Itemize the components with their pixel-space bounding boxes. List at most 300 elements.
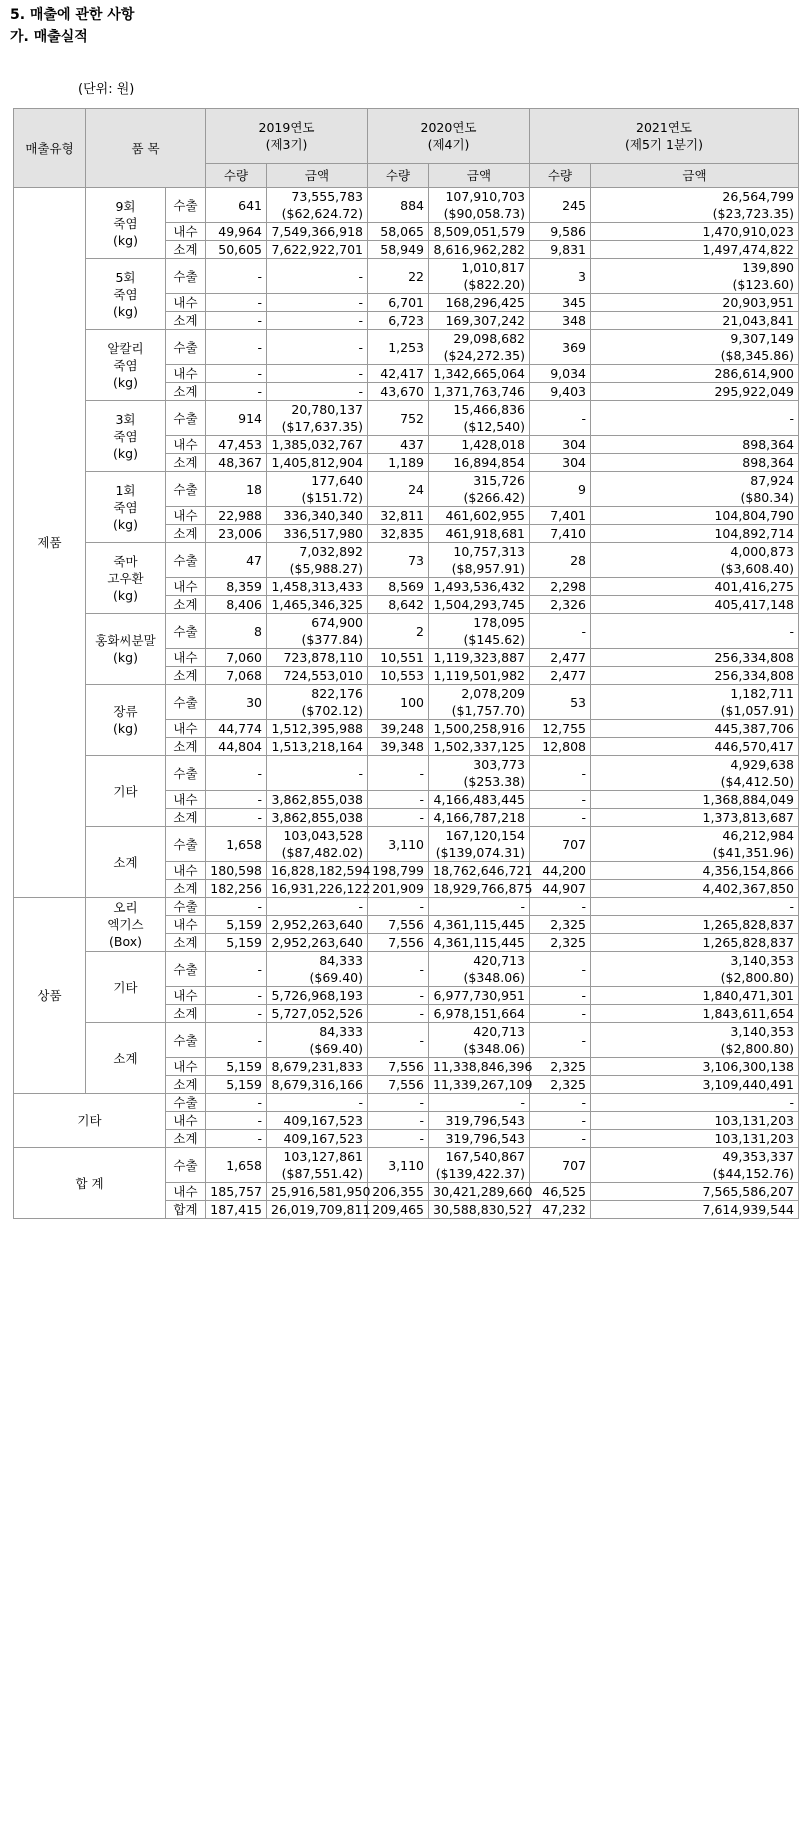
qty-cell: 9,403 (530, 383, 591, 401)
amount-cell (429, 436, 530, 454)
amount-cell (591, 241, 799, 259)
amount-cell (429, 827, 530, 862)
amount-cell (429, 223, 530, 241)
amount-usd: ($139,074.31) (435, 845, 525, 860)
amount-cell (267, 259, 368, 294)
amount-value: 723,878,110 (283, 650, 363, 665)
qty-cell: 348 (530, 312, 591, 330)
amount-value: 1,502,337,125 (433, 739, 525, 754)
row-label: 소계 (166, 880, 206, 898)
row-label: 소계 (166, 454, 206, 472)
item-name-line: 1회 (115, 482, 136, 498)
row-label: 수출 (166, 1094, 206, 1112)
amount-cell (591, 1183, 799, 1201)
amount-value: 1,493,536,432 (433, 579, 525, 594)
amount-value: 724,553,010 (283, 668, 363, 683)
amount-value: 103,131,203 (714, 1131, 794, 1146)
amount-cell (429, 1058, 533, 1076)
qty-cell: 8,406 (206, 596, 267, 614)
item-name-line: 알칼리 (107, 340, 144, 356)
amount-cell (267, 720, 368, 738)
amount-usd: ($62,624.72) (281, 206, 363, 221)
amount-cell (267, 916, 368, 934)
amount-cell (591, 223, 799, 241)
amount-value: 336,517,980 (283, 526, 363, 541)
amount-cell (591, 720, 799, 738)
amount-cell (591, 987, 799, 1005)
item-name (86, 401, 166, 472)
item-name (86, 685, 166, 756)
qty-cell: 8 (206, 614, 267, 649)
amount-value: 3,140,353 (730, 953, 794, 968)
header-year (368, 109, 530, 164)
qty-cell: - (368, 1005, 429, 1023)
amount-cell (591, 952, 799, 987)
item-name-line: 죽염 (113, 286, 138, 302)
amount-value: 5,727,052,526 (271, 1006, 363, 1021)
amount-value: - (358, 339, 363, 355)
amount-cell (591, 1094, 799, 1112)
amount-value: 11,338,846,396 (433, 1059, 533, 1074)
qty-cell: 44,200 (530, 862, 591, 880)
item-name (86, 330, 166, 401)
row-label: 소계 (166, 934, 206, 952)
amount-cell (591, 312, 799, 330)
table-row (14, 685, 799, 720)
amount-value: 4,166,483,445 (433, 792, 525, 807)
table-row (14, 259, 799, 294)
row-label: 내수 (166, 1183, 206, 1201)
amount-cell (429, 898, 530, 916)
amount-value: 256,334,808 (714, 668, 794, 683)
qty-cell: - (530, 952, 591, 987)
amount-value: 6,977,730,951 (433, 988, 525, 1003)
row-label: 소계 (166, 241, 206, 259)
qty-cell: 32,835 (368, 525, 429, 543)
item-name (86, 827, 166, 898)
table-body (14, 188, 799, 1219)
qty-cell: 1,658 (206, 1148, 267, 1183)
qty-cell: - (530, 1112, 591, 1130)
qty-cell: - (530, 987, 591, 1005)
item-name-line: (kg) (113, 374, 138, 390)
amount-value: 286,614,900 (714, 366, 794, 381)
amount-cell (429, 596, 530, 614)
item-name-line: 소계 (113, 854, 138, 870)
amount-value: 2,078,209 (461, 686, 525, 701)
qty-cell: - (206, 312, 267, 330)
item-name-line: 죽염 (113, 357, 138, 373)
amount-value: 3,140,353 (730, 1024, 794, 1039)
item-name-line: 5회 (115, 269, 136, 285)
amount-value: 1,504,293,745 (433, 597, 525, 612)
amount-cell (591, 330, 799, 365)
amount-usd: ($1,057.91) (720, 703, 794, 718)
amount-value: 167,120,154 (445, 828, 525, 843)
amount-cell (429, 1201, 533, 1219)
qty-cell: 30 (206, 685, 267, 720)
qty-cell: - (530, 1130, 591, 1148)
amount-cell (591, 791, 799, 809)
qty-cell: 245 (530, 188, 591, 223)
qty-cell: 206,355 (368, 1183, 429, 1201)
qty-cell: - (206, 383, 267, 401)
row-label: 내수 (166, 507, 206, 525)
row-label: 내수 (166, 578, 206, 596)
row-label: 합계 (166, 1201, 206, 1219)
row-label: 내수 (166, 791, 206, 809)
period-label: (제5기 1분기) (625, 137, 703, 152)
qty-cell: 22,988 (206, 507, 267, 525)
amount-cell (429, 987, 530, 1005)
amount-cell (267, 862, 371, 880)
qty-cell: 18 (206, 472, 267, 507)
row-label: 수출 (166, 827, 206, 862)
amount-cell (267, 543, 368, 578)
amount-cell (267, 1076, 368, 1094)
table-row (14, 472, 799, 507)
qty-cell: - (530, 791, 591, 809)
amount-cell (267, 383, 368, 401)
qty-cell: 182,256 (206, 880, 267, 898)
amount-cell (591, 188, 799, 223)
amount-cell (429, 952, 530, 987)
amount-cell (429, 1094, 530, 1112)
qty-cell: 201,909 (368, 880, 429, 898)
amount-cell (267, 1148, 368, 1183)
amount-value: 8,679,231,833 (271, 1059, 363, 1074)
qty-cell: 43,670 (368, 383, 429, 401)
amount-cell (429, 401, 530, 436)
amount-cell (429, 738, 530, 756)
amount-value: 26,019,709,811 (271, 1202, 371, 1217)
qty-cell: - (368, 987, 429, 1005)
qty-cell: 7,068 (206, 667, 267, 685)
amount-value: 303,773 (473, 757, 525, 772)
subsection-title: 가. 매출실적 (10, 29, 88, 45)
row-label: 내수 (166, 223, 206, 241)
amount-cell (429, 934, 530, 952)
amount-value: 29,098,682 (453, 331, 525, 346)
amount-cell (267, 738, 368, 756)
qty-cell: 180,598 (206, 862, 267, 880)
amount-cell (429, 188, 530, 223)
amount-value: 20,903,951 (722, 295, 794, 310)
row-label: 수출 (166, 756, 206, 791)
qty-cell: 198,799 (368, 862, 429, 880)
year-label: 2020연도 (420, 120, 477, 135)
amount-cell (591, 898, 799, 916)
amount-value: 87,924 (750, 473, 794, 488)
amount-usd: ($123.60) (732, 277, 794, 292)
amount-value: - (789, 623, 794, 639)
item-name-line: 소계 (113, 1050, 138, 1066)
qty-cell: 44,804 (206, 738, 267, 756)
amount-value: 319,796,543 (445, 1131, 525, 1146)
amount-cell (429, 543, 530, 578)
amount-cell (267, 525, 368, 543)
amount-cell (429, 649, 530, 667)
item-name-line: (kg) (113, 587, 138, 603)
qty-cell: 2,325 (530, 1076, 591, 1094)
qty-cell: 73 (368, 543, 429, 578)
row-label: 소계 (166, 1005, 206, 1023)
row-label: 소계 (166, 1076, 206, 1094)
amount-value: 103,043,528 (283, 828, 363, 843)
qty-cell: 22 (368, 259, 429, 294)
amount-cell (267, 294, 368, 312)
amount-cell (429, 756, 530, 791)
amount-value: 1,119,323,887 (433, 650, 525, 665)
qty-cell: 6,723 (368, 312, 429, 330)
amount-value: 1,843,611,654 (702, 1006, 794, 1021)
qty-cell: 369 (530, 330, 591, 365)
amount-value: 1,458,313,433 (271, 579, 363, 594)
amount-value: 1,342,665,064 (433, 366, 525, 381)
amount-cell (591, 472, 799, 507)
item-name-line: 기타 (113, 979, 138, 995)
amount-cell (267, 1023, 368, 1058)
amount-cell (267, 614, 368, 649)
item-name-line: 장류 (113, 704, 138, 719)
amount-value: 1,513,218,164 (271, 739, 363, 754)
amount-value: 8,679,316,166 (271, 1077, 363, 1092)
qty-cell: 47,232 (530, 1201, 591, 1219)
amount-usd: ($8,345.86) (720, 348, 794, 363)
amount-value: 107,910,703 (445, 189, 525, 204)
amount-usd: ($702.12) (301, 703, 363, 718)
amount-value: - (358, 295, 363, 310)
item-name-line: 엑기스 (107, 917, 144, 932)
amount-cell (267, 1130, 368, 1148)
amount-value: 26,564,799 (722, 189, 794, 204)
amount-value: 1,500,258,916 (433, 721, 525, 736)
amount-cell (429, 720, 530, 738)
header-year (530, 109, 799, 164)
amount-value: - (358, 765, 363, 781)
amount-cell (591, 685, 799, 720)
amount-value: 1,182,711 (730, 686, 794, 701)
qty-cell: - (530, 1005, 591, 1023)
amount-cell (591, 436, 799, 454)
qty-cell: 7,556 (368, 916, 429, 934)
qty-cell: 12,755 (530, 720, 591, 738)
year-label: 2019연도 (258, 120, 315, 135)
qty-cell: 3,110 (368, 1148, 429, 1183)
amount-cell (591, 1076, 799, 1094)
amount-value: 167,540,867 (445, 1149, 525, 1164)
amount-value: 7,614,939,544 (702, 1202, 794, 1217)
row-label: 내수 (166, 916, 206, 934)
item-name-line: 고우환 (107, 570, 144, 586)
header-qty: 수량 (530, 164, 591, 188)
qty-cell: 7,401 (530, 507, 591, 525)
amount-cell (429, 383, 530, 401)
row-label: 수출 (166, 1023, 206, 1058)
amount-cell (429, 294, 530, 312)
amount-usd: ($4,412.50) (720, 774, 794, 789)
amount-value: 461,602,955 (445, 508, 525, 523)
amount-value: 3,862,855,038 (271, 792, 363, 807)
amount-value: 319,796,543 (445, 1113, 525, 1128)
amount-cell (591, 614, 799, 649)
qty-cell: 28 (530, 543, 591, 578)
amount-cell (591, 1201, 799, 1219)
qty-cell: 707 (530, 1148, 591, 1183)
amount-usd: ($348.06) (463, 1041, 525, 1056)
amount-value: 898,364 (742, 437, 794, 452)
row-label: 소계 (166, 383, 206, 401)
qty-cell: - (206, 898, 267, 916)
item-name (86, 543, 166, 614)
amount-value: 401,416,275 (714, 579, 794, 594)
qty-cell: 187,415 (206, 1201, 267, 1219)
row-label: 내수 (166, 862, 206, 880)
amount-usd: ($2,800.80) (720, 970, 794, 985)
amount-usd: ($24,272.35) (443, 348, 525, 363)
qty-cell: - (368, 756, 429, 791)
amount-usd: ($3,608.40) (720, 561, 794, 576)
item-name-line: 죽염 (113, 499, 138, 515)
amount-value: 7,549,366,918 (271, 224, 363, 239)
qty-cell: 641 (206, 188, 267, 223)
qty-cell: - (206, 1130, 267, 1148)
header-amount: 금액 (267, 164, 368, 188)
row-label: 소계 (166, 596, 206, 614)
amount-cell (429, 507, 530, 525)
amount-cell (267, 791, 368, 809)
amount-value: 16,894,854 (453, 455, 525, 470)
amount-cell (429, 312, 530, 330)
item-name-line: 9회 (115, 198, 136, 214)
amount-usd: ($23,723.35) (712, 206, 794, 221)
row-label: 수출 (166, 188, 206, 223)
amount-cell (591, 1058, 799, 1076)
amount-cell (429, 791, 530, 809)
qty-cell: 9,034 (530, 365, 591, 383)
period-label: (제4기) (427, 137, 470, 152)
amount-value: 49,353,337 (722, 1149, 794, 1164)
qty-cell: 50,605 (206, 241, 267, 259)
qty-cell: 44,774 (206, 720, 267, 738)
amount-value: - (358, 313, 363, 328)
category-cell: 기타 (14, 1094, 166, 1148)
amount-value: 15,466,836 (453, 402, 525, 417)
row-label: 수출 (166, 1148, 206, 1183)
amount-cell (429, 578, 530, 596)
qty-cell: 209,465 (368, 1201, 429, 1219)
amount-cell (267, 649, 368, 667)
qty-cell: 5,159 (206, 934, 267, 952)
table-row (14, 614, 799, 649)
qty-cell: 42,417 (368, 365, 429, 383)
qty-cell: 2,326 (530, 596, 591, 614)
amount-value: 177,640 (311, 473, 363, 488)
amount-value: 21,043,841 (722, 313, 794, 328)
category-cell: 상품 (14, 898, 86, 1094)
amount-cell (267, 312, 368, 330)
amount-usd: ($1,757.70) (451, 703, 525, 718)
amount-value: 2,952,263,640 (271, 917, 363, 932)
qty-cell: 5,159 (206, 916, 267, 934)
amount-value: 315,726 (473, 473, 525, 488)
amount-cell (267, 685, 368, 720)
amount-cell (591, 880, 799, 898)
qty-cell: - (368, 1023, 429, 1058)
amount-cell (591, 1112, 799, 1130)
amount-value: 1,371,763,746 (433, 384, 525, 399)
amount-value: 6,978,151,664 (433, 1006, 525, 1021)
row-label: 수출 (166, 614, 206, 649)
amount-cell (591, 1023, 799, 1058)
amount-cell (591, 294, 799, 312)
amount-cell (429, 1005, 530, 1023)
qty-cell: 2,298 (530, 578, 591, 596)
qty-cell: 1,658 (206, 827, 267, 862)
amount-value: 103,131,203 (714, 1113, 794, 1128)
amount-value: 420,713 (473, 1024, 525, 1039)
amount-cell (591, 401, 799, 436)
amount-value: 409,167,523 (283, 1113, 363, 1128)
amount-cell (591, 667, 799, 685)
amount-value: 1,265,828,837 (702, 935, 794, 950)
qty-cell: 12,808 (530, 738, 591, 756)
amount-cell (591, 259, 799, 294)
amount-value: 30,588,830,527 (433, 1202, 533, 1217)
item-name (86, 952, 166, 1023)
amount-cell (429, 1112, 530, 1130)
amount-cell (591, 738, 799, 756)
row-label: 소계 (166, 809, 206, 827)
amount-value: 1,368,884,049 (702, 792, 794, 807)
qty-cell: - (206, 809, 267, 827)
amount-value: 420,713 (473, 953, 525, 968)
amount-cell (267, 472, 368, 507)
table-row (14, 1094, 799, 1112)
qty-cell: 304 (530, 454, 591, 472)
amount-cell (267, 1112, 368, 1130)
amount-cell (591, 916, 799, 934)
item-name-line: 죽염 (113, 215, 138, 231)
qty-cell: 7,556 (368, 934, 429, 952)
qty-cell: 58,065 (368, 223, 429, 241)
amount-cell (267, 365, 368, 383)
amount-value: 73,555,783 (291, 189, 363, 204)
qty-cell: - (206, 365, 267, 383)
amount-cell (429, 1148, 530, 1183)
amount-cell (267, 1094, 368, 1112)
qty-cell: - (206, 294, 267, 312)
qty-cell: - (206, 791, 267, 809)
amount-cell (591, 934, 799, 952)
qty-cell: - (530, 614, 591, 649)
amount-value: 336,340,340 (283, 508, 363, 523)
amount-usd: ($145.62) (463, 632, 525, 647)
amount-value: - (520, 899, 525, 914)
qty-cell: 3 (530, 259, 591, 294)
amount-cell (591, 827, 799, 862)
qty-cell: - (530, 401, 591, 436)
qty-cell: 2 (368, 614, 429, 649)
table-row (14, 330, 799, 365)
amount-usd: ($377.84) (301, 632, 363, 647)
qty-cell: 7,556 (368, 1058, 429, 1076)
amount-value: 446,570,417 (714, 739, 794, 754)
row-label: 내수 (166, 649, 206, 667)
amount-cell (591, 507, 799, 525)
amount-cell (429, 241, 530, 259)
amount-usd: ($5,988.27) (289, 561, 363, 576)
